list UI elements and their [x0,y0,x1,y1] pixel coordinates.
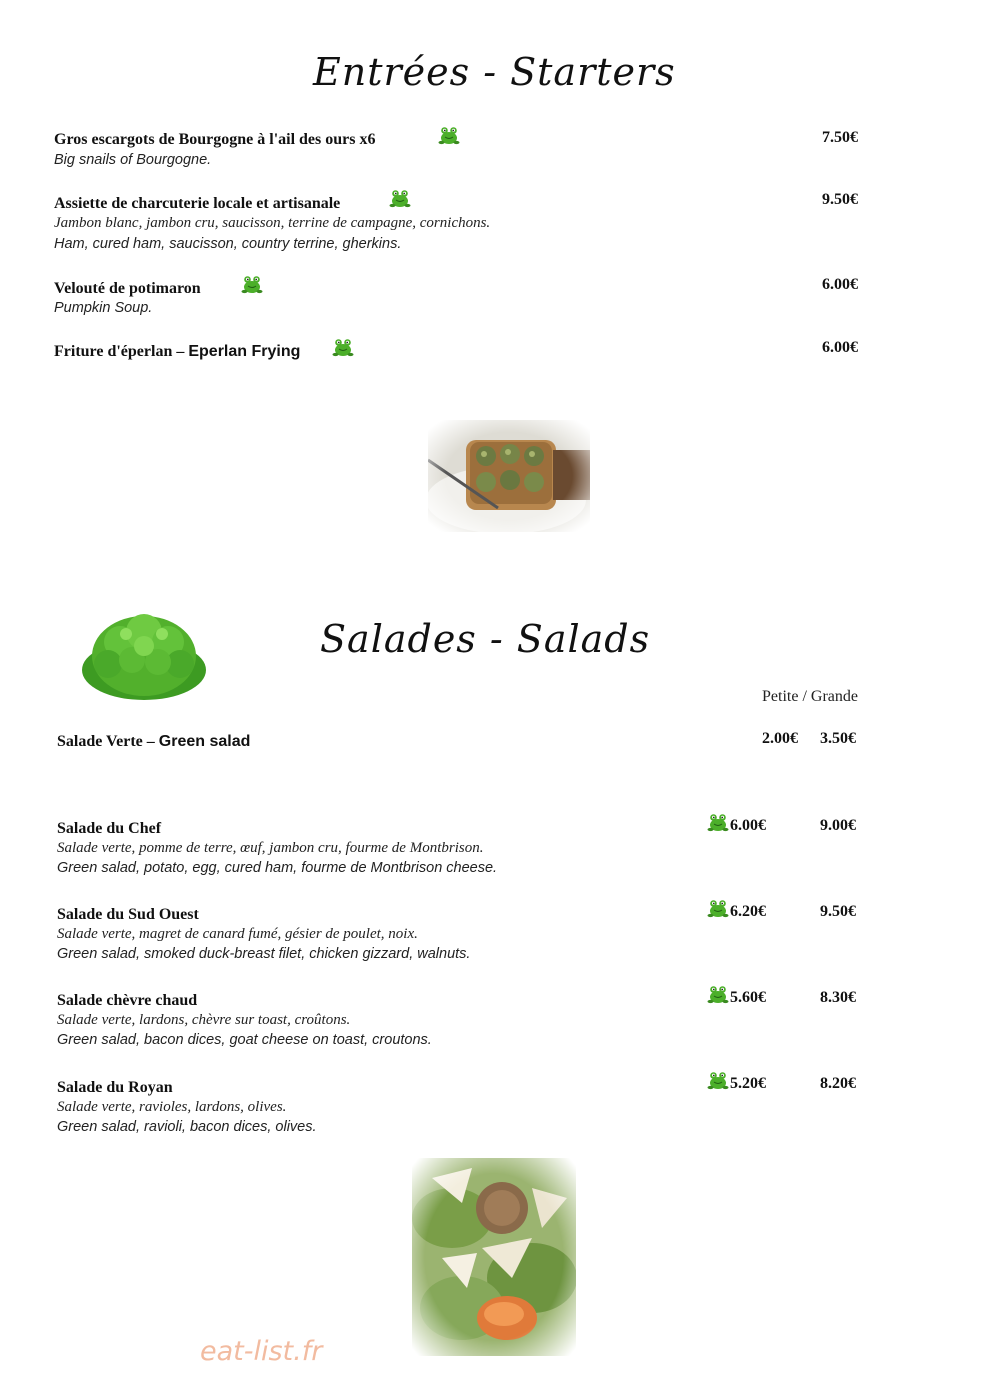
price-large: 9.50€ [820,903,856,920]
menu-item-name [57,733,250,751]
menu-item-price: 6.00€ [822,276,858,293]
frog-icon [707,1070,729,1090]
menu-item-price: 7.50€ [822,129,858,146]
menu-item-name-fr: Friture d'éperlan – [54,343,189,360]
menu-item-desc-fr: Salade verte, magret de canard fumé, gésier de poulet, noix. [57,926,418,942]
menu-item-desc-en: Green salad, smoked duck-breast filet, chicken gizzard, walnuts. [57,946,471,962]
size-header: Petite / Grande [762,688,858,705]
menu-item-price: 6.00€ [822,339,858,356]
price-small: 2.00€ [762,730,798,747]
frog-icon [241,274,263,294]
menu-item-price: 9.50€ [822,191,858,208]
menu-item-desc-en: Green salad, bacon dices, goat cheese on toast, croutons. [57,1032,432,1048]
snails-photo [428,420,590,532]
menu-item-desc-en: Ham, cured ham, saucisson, country terrine, gherkins. [54,236,402,252]
starters-title: Entrées - Starters [313,50,676,94]
menu-item-desc-fr: Salade verte, ravioles, lardons, olives. [57,1099,287,1115]
menu-item-name: Salade du Royan [57,1079,173,1096]
frog-icon [332,337,354,357]
menu-item-name: Gros escargots de Bourgogne à l'ail des ours x6 [54,131,376,148]
frog-icon [707,898,729,918]
price-small: 6.20€ [730,903,766,920]
price-large: 9.00€ [820,817,856,834]
menu-item-desc-fr: Jambon blanc, jambon cru, saucisson, terrine de campagne, cornichons. [54,215,491,231]
menu-item-name: Salade du Chef [57,820,162,837]
menu-item-name: Salade du Sud Ouest [57,906,199,923]
menu-item-desc-en: Pumpkin Soup. [54,300,153,316]
menu-item-name-en: Green salad [158,733,251,750]
frog-icon [438,125,460,145]
menu-item-desc-fr: Salade verte, pomme de terre, œuf, jambon cru, fourme de Montbrison. [57,840,484,856]
menu-item-name [54,343,300,361]
menu-item-desc-en: Big snails of Bourgogne. [54,152,212,168]
menu-item-name: Salade chèvre chaud [57,992,198,1009]
watermark: eat-list.fr [200,1336,323,1367]
menu-item-name: Assiette de charcuterie locale et artisanale [54,195,341,212]
menu-item-desc-fr: Salade verte, lardons, chèvre sur toast, croûtons. [57,1012,351,1028]
salads-title: Salades - Salads [320,617,651,661]
lettuce-image [80,612,208,700]
menu-item-desc-en: Green salad, potato, egg, cured ham, fourme de Montbrison cheese. [57,860,498,876]
price-large: 8.30€ [820,989,856,1006]
salad-photo [412,1158,576,1356]
frog-icon [707,984,729,1004]
price-small: 5.60€ [730,989,766,1006]
menu-item-name-en: Eperlan Frying [188,343,301,360]
frog-icon [389,188,411,208]
price-large: 8.20€ [820,1075,856,1092]
menu-item-name: Velouté de potimaron [54,280,201,297]
menu-item-name-fr: Salade Verte – [57,733,159,750]
price-large: 3.50€ [820,730,856,747]
price-small: 6.00€ [730,817,766,834]
menu-item-desc-en: Green salad, ravioli, bacon dices, olives. [57,1119,317,1135]
frog-icon [707,812,729,832]
price-small: 5.20€ [730,1075,766,1092]
